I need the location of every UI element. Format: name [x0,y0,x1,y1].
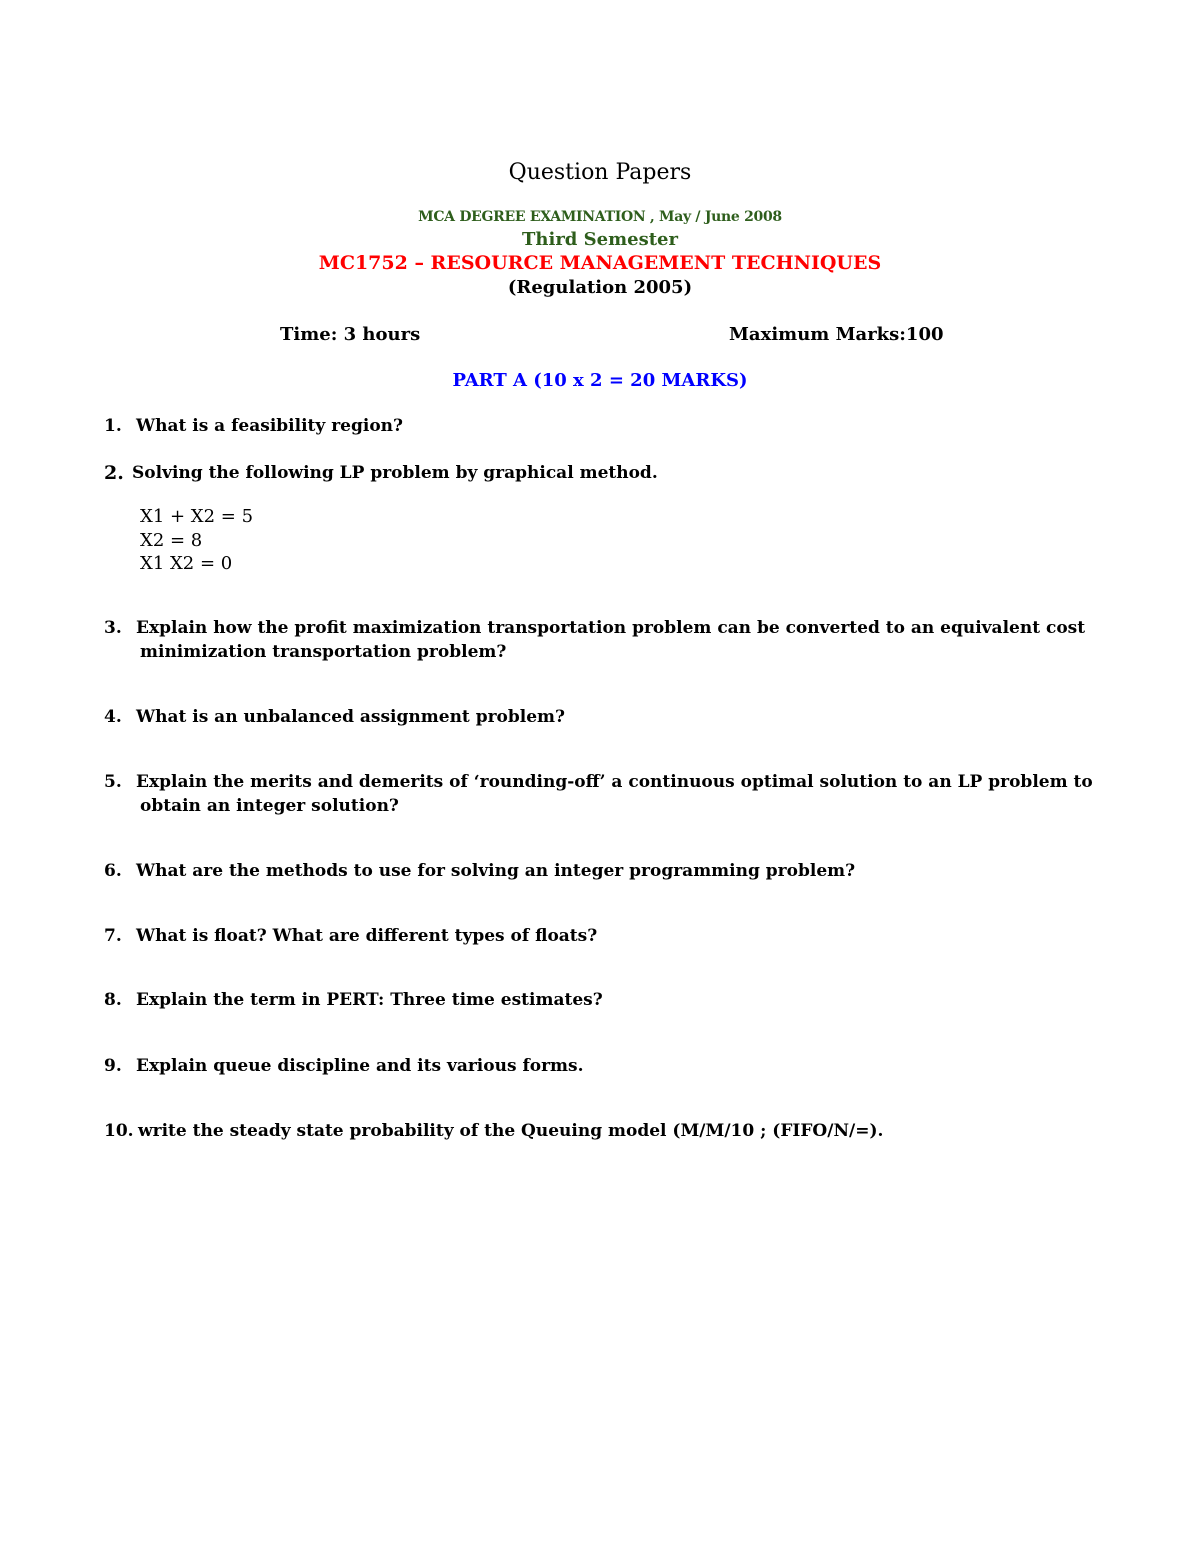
question-number: 4. [104,707,122,727]
page-title: Question Papers [508,160,692,185]
question-number: 1. [104,416,122,436]
time-allowed: Time: 3 hours [280,324,421,345]
maximum-marks: Maximum Marks:100 [729,324,944,345]
question-number: 9. [104,1056,122,1076]
question-text: write the steady state probability of the Queuing model (M/M/10 ; (FIFO/N/=). [138,1121,884,1141]
exam-line: MCA DEGREE EXAMINATION , May / June 2008 [418,209,782,225]
question-number: 3. [104,618,122,638]
question-number: 7. [104,926,122,946]
question-text: Explain the merits and demerits of ‘rounding-off’ a continuous optimal solution to an LP problem to [136,772,1093,792]
part-a-heading: PART A (10 x 2 = 20 MARKS) [452,370,748,391]
question-text: Explain the term in PERT: Three time estimates? [136,990,603,1010]
course-title: MC1752 – RESOURCE MANAGEMENT TECHNIQUES [318,252,882,274]
equation-line: X2 = 8 [140,530,203,551]
question-number: 6. [104,861,122,881]
question-text: Explain queue discipline and its various forms. [136,1056,584,1076]
question-number: 8. [104,990,122,1010]
question-number: 5. [104,772,122,792]
question-text: What is a feasibility region? [136,416,403,436]
question-text-continued: minimization transportation problem? [140,642,507,662]
question-text: What is an unbalanced assignment problem? [136,707,565,727]
question-number: 2. [104,462,124,484]
semester: Third Semester [522,229,678,250]
question-number: 10. [104,1121,134,1141]
equation-line: X1 X2 = 0 [140,553,233,574]
question-text: What are the methods to use for solving an integer programming problem? [136,861,856,881]
regulation: (Regulation 2005) [507,277,693,298]
question-text: Solving the following LP problem by graphical method. [132,463,658,483]
question-text: Explain how the profit maximization transportation problem can be converted to an equivalent cost [136,618,1086,638]
question-text: What is float? What are different types of floats? [136,926,598,946]
question-text-continued: obtain an integer solution? [140,796,399,816]
equation-line: X1 + X2 = 5 [140,506,254,527]
